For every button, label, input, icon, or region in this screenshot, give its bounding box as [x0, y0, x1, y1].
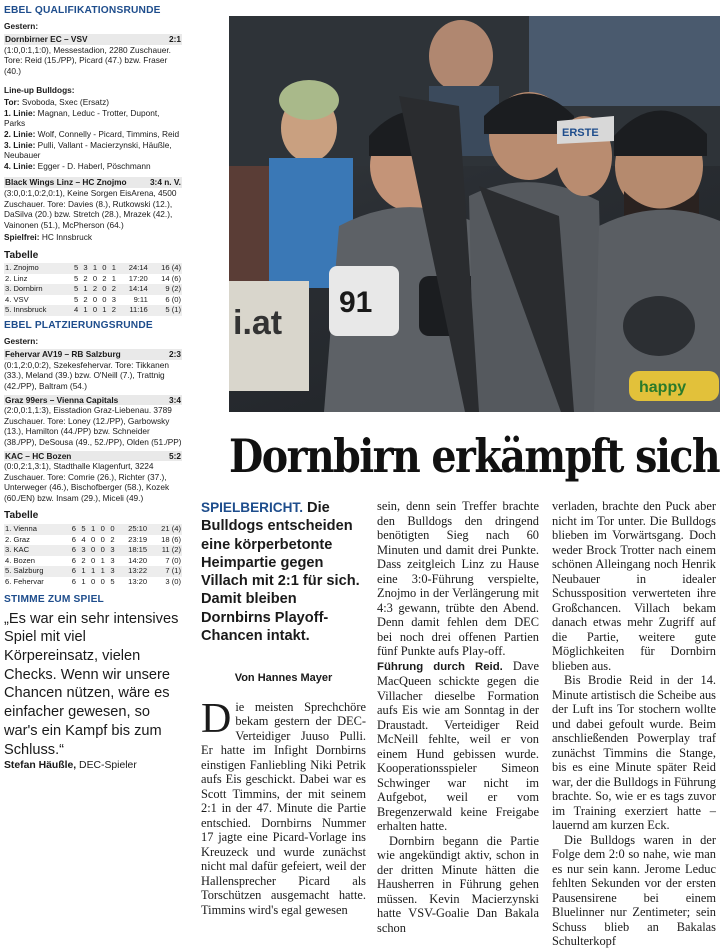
- stat-cell: 0: [91, 576, 96, 586]
- article-paragraph: verladen, brachte den Puck aber nicht im Tor unter. Die Bulldogs blieben im Vorwärtsgang. Doch weder Brock Trotter nach einem schönen Alleingang noch Henrik Neubauer in idealer Schussposition verwerteten ihre Großchancen. Villach bekam danach etwas mehr Zugriff auf die Partie, weitere gute Möglichkeiten für Dornbirn blieben aus.: [552, 499, 716, 673]
- stat-cell: 0: [96, 545, 106, 556]
- banner-text: i.at: [233, 304, 283, 342]
- stat-cell: 11 (2): [148, 545, 182, 556]
- lineup-line: [4, 97, 182, 108]
- stat-cell: 14:14: [117, 284, 149, 295]
- match-score: 3:4 n. V.: [149, 177, 181, 188]
- stat-cell: 0: [100, 534, 105, 544]
- team-name-cell: 6. Fehervar: [5, 576, 44, 586]
- stat-cell: 5: [110, 576, 115, 586]
- stat-cell: 6: [71, 555, 76, 565]
- bye-team: [4, 232, 182, 243]
- standings-row: [4, 556, 182, 567]
- lineup-players: Magnan, Leduc - Trotter, Dupont, Parks: [4, 107, 160, 129]
- team-name-cell: 3. KAC: [4, 545, 67, 556]
- match-header: [4, 34, 182, 45]
- match-teams: Dornbirner EC – VSV: [5, 34, 88, 45]
- quote-author: [4, 761, 182, 772]
- stat-cell: 14 (6): [161, 273, 181, 283]
- standings-row: [4, 577, 182, 588]
- spectator-face: [429, 20, 493, 92]
- match-teams: KAC – HC Bozen: [5, 450, 72, 461]
- stat-cell: 13:20: [128, 576, 148, 586]
- stat-cell: 25:10: [116, 524, 149, 535]
- article-paragraph: Die Bulldogs waren in der Folge dem 2:0 so nahe, wie man es nur sein kann. Jerome Leduc fehlten Sekunden vor der ersten Pausensirene bei einem Bluelinner nur Zentimeter; sein Schuss blieb an Bakalas Schulterkopf: [552, 832, 716, 948]
- stat-cell: 7 (0): [165, 555, 181, 565]
- article-lead: [201, 499, 366, 645]
- stat-cell: 4: [81, 534, 86, 544]
- stat-cell: 3: [79, 263, 88, 274]
- team-name-cell: 4. Bozen: [5, 555, 35, 565]
- standings-title: Tabelle: [4, 510, 39, 522]
- stat-cell: 0: [98, 263, 107, 274]
- stat-cell: 6 (0): [165, 294, 181, 304]
- lineup-label: 3. Linie:: [4, 139, 36, 150]
- stat-cell: 9 (2): [149, 284, 182, 295]
- photo-illustration: [229, 16, 720, 412]
- article-column: [552, 499, 716, 949]
- match-teams: Fehervar AV19 – RB Salzburg: [5, 349, 121, 360]
- stat-cell: 0: [98, 284, 107, 295]
- stat-cell: 0: [100, 576, 105, 586]
- stat-cell: 9:11: [133, 294, 148, 304]
- paragraph-text: Dave MacQueen schickte gegen die Villacher dieselbe Formation aufs Eis wie am Sonntag in der Draustadt. Verteidiger Reid McNeill fehlte, weil er von einem Hund gebissen wurde. Kooperationsspieler Simeon Schwinger war nicht im Aufgebot, weil er vom Bregenzerwald keine Freigabe erhalten hatte.: [377, 658, 540, 833]
- stat-cell: 2: [108, 284, 117, 295]
- stat-cell: 1: [111, 273, 116, 283]
- stat-cell: 0: [87, 545, 97, 556]
- article-paragraph: Bis Brodie Reid in der 14. Minute artistisch die Scheibe aus der Luft ins Tor stochern wollte und dabei gefoult wurde. Beim anschließenden Powerplay traf zunächst Timmins die Stange, bis es eine Minute später Reid war, der die Bulldogs in Führung brachte. So, wie er es tags zuvor im Training exerziert hatte – lauernd am kurzen Eck.: [552, 673, 717, 832]
- stat-cell: 3: [77, 545, 87, 556]
- results-sidebar: [0, 0, 186, 915]
- stat-cell: 17:20: [128, 273, 148, 283]
- team-name-cell: 5. Salzburg: [4, 566, 67, 577]
- lineup-players: Egger - D. Haberl, Pöschmann: [35, 160, 151, 171]
- lineup-label: 1. Linie:: [4, 107, 36, 118]
- stat-cell: 1: [100, 555, 105, 565]
- match-header: [4, 349, 182, 360]
- match-score: 2:1: [169, 34, 181, 45]
- article-paragraph: sein, denn sein Treffer brachte den Bulldogs den dringend benötigten Sieg nach 60 Minuten und damit drei Punkte. Dass zeitgleich Linz zu Hause eine 3:0-Führung verspielte, Znojmo in der Verlängerung mit 4:3 gewann, trübte den Abend. Denn damit fehlen dem DEC bei noch drei offenen Partien fünf Punkte aufs Play-off.: [377, 499, 539, 658]
- stat-cell: 6: [71, 576, 76, 586]
- stat-cell: 1: [108, 263, 117, 274]
- team-name-cell: 3. Dornbirn: [4, 284, 70, 295]
- helmet-sponsor: ERSTE: [562, 127, 599, 139]
- stat-cell: 5: [73, 294, 79, 304]
- lineup-players: Svoboda, Sxec (Ersatz): [19, 97, 109, 108]
- match-header: [4, 395, 182, 406]
- match-details: (1:0,0:1,1:0), Messestadion, 2280 Zuschauer. Tore: Reid (15./PP), Picard (47.) bzw. Fraser (40.): [4, 44, 171, 76]
- standings-row: [4, 305, 182, 316]
- jersey-sponsor: happy: [639, 379, 687, 396]
- stat-cell: 6: [67, 545, 77, 556]
- stat-cell: 5: [70, 284, 79, 295]
- stat-cell: 4: [70, 305, 79, 316]
- stat-cell: 0: [96, 524, 106, 535]
- article-column: [377, 499, 539, 935]
- stat-cell: 2: [89, 284, 98, 295]
- stat-cell: 16 (4): [149, 263, 182, 274]
- standings-title: Tabelle: [4, 249, 39, 261]
- stat-cell: 2: [83, 273, 88, 283]
- standings-row: [4, 284, 182, 295]
- match-score: 3:4: [169, 394, 181, 405]
- stat-cell: 1: [79, 284, 88, 295]
- stat-cell: 13:22: [116, 566, 149, 577]
- standings-row: [4, 535, 182, 546]
- stat-cell: 2: [108, 305, 117, 316]
- bye-team-name: HC Innsbruck: [39, 232, 93, 243]
- team-name-cell: 2. Linz: [5, 273, 28, 283]
- standings-row: [4, 566, 182, 577]
- stat-cell: 3: [110, 555, 115, 565]
- stat-cell: 21 (4): [148, 524, 182, 535]
- knit-hat: [279, 80, 339, 120]
- team-name-cell: 4. VSV: [5, 294, 29, 304]
- standings-row: [4, 274, 182, 285]
- match-teams: Black Wings Linz – HC Znojmo: [5, 177, 127, 188]
- quote-author-name: Stefan Häußle,: [4, 760, 77, 772]
- stat-cell: 6: [67, 524, 77, 535]
- match-details: (0:0,2:1,3:1), Stadthalle Klagenfurt, 3224 Zuschauer. Tore: Comrie (26.), Richter (37.), Unterweger (46.), Bischofberger (58.), Kozek (60./EN) bzw. Insam (29.), Miceli (49.): [4, 461, 170, 503]
- article-kicker: SPIELBERICHT.: [201, 500, 303, 515]
- stat-cell: 0: [89, 305, 98, 316]
- stat-cell: 0: [91, 555, 96, 565]
- team-name-cell: 5. Innsbruck: [4, 305, 70, 316]
- stat-cell: 5: [77, 524, 87, 535]
- lineup-players: Pulli, Vallant - Macierzynski, Häußle, Neubauer: [4, 139, 172, 161]
- drop-cap: D: [201, 695, 232, 742]
- article-paragraph: Dornbirn begann die Partie wie angekündigt aktiv, schon in der dritten Minute hätten die Hausherren in Führung gehen müssen. Kevin Macierzynski hatte VSV-Goalie Dan Bakala schon: [377, 833, 539, 935]
- qualification-day: Gestern:: [4, 20, 39, 31]
- lineup-line: [4, 140, 182, 161]
- stat-cell: 1: [87, 524, 97, 535]
- stat-cell: 0: [91, 534, 96, 544]
- lineup-label: Tor:: [4, 97, 20, 108]
- lineup-label: 2. Linie:: [4, 128, 36, 139]
- stat-cell: 7 (1): [148, 566, 182, 577]
- stat-cell: 5: [70, 263, 79, 274]
- placement-standings-table: [4, 524, 182, 587]
- stat-cell: 0: [92, 273, 98, 283]
- stat-cell: 14:20: [128, 555, 148, 565]
- team-celebration-photo: [229, 16, 720, 412]
- lineup-label: 4. Linie:: [4, 160, 36, 171]
- placement-day: Gestern:: [4, 335, 39, 346]
- article-subhead: Führung durch Reid.: [377, 660, 503, 673]
- stat-cell: 6: [71, 534, 76, 544]
- standings-row: [4, 524, 182, 535]
- article-column: [201, 499, 366, 917]
- team-name-cell: 1. Vienna: [4, 524, 67, 535]
- stat-cell: 2: [102, 273, 107, 283]
- stat-cell: 2: [83, 294, 88, 304]
- stat-cell: 0: [106, 524, 116, 535]
- qualification-standings-table: [4, 263, 182, 316]
- lineup-players: Wolf, Connelly - Picard, Timmins, Reid: [35, 128, 180, 139]
- lineup-title: Line-up Bulldogs:: [4, 84, 75, 95]
- quote-author-role: DEC-Spieler: [76, 760, 137, 772]
- player-right: [556, 116, 614, 196]
- match-header: [4, 177, 182, 188]
- match-score: 2:3: [169, 349, 181, 360]
- paragraph-text: ie meisten Sprechchöre bekam gestern der DEC-Verteidiger Juuso Pulli. Er hatte im Infight Dornbirns einstigen Fanliebling Niki Petrik aufs Eis geschickt. Dabei war es Scott Timmins, der mit seinem 2:1 in der 47. Minute die Partie entschied. Dornbirns Nummer 17 jagte eine Picard-Vorlage ins Kreuzeck und wurde zunächst nicht mal dafür gefeiert, weil der Hallensprecher Picard als Torschützen ausgemacht hatte. Timmins wird's egal gewesen: [201, 699, 366, 917]
- article-headline: Dornbirn erkämpft sich: [229, 429, 720, 483]
- stat-cell: 3 (0): [165, 576, 181, 586]
- article-paragraph: [201, 695, 366, 918]
- match-details: (0:1,2:0,0:2), Szekesfehervar. Tore: Tikkanen (33.), Meland (39.) bzw. O'Neill (7.), Trattnig (42./PP), Baltram (54.): [4, 359, 169, 391]
- match-header: [4, 451, 182, 462]
- stat-cell: 18:15: [116, 545, 149, 556]
- stat-cell: 1: [96, 566, 106, 577]
- lead-text: Die Bulldogs entscheiden eine körperbetonte Heimpartie gegen Villach mit 2:1 für sich. Damit bleiben Dornbirns Playoff-Chancen intakt.: [201, 500, 360, 645]
- stat-cell: 1: [87, 566, 97, 577]
- lineup-line: [4, 161, 182, 172]
- placement-heading: EBEL PLATZIERUNGSRUNDE: [4, 319, 153, 331]
- jersey-number: 91: [339, 286, 373, 319]
- stat-cell: 3: [106, 545, 116, 556]
- stat-cell: 6: [67, 566, 77, 577]
- stat-cell: 24:14: [117, 263, 149, 274]
- stat-cell: 2: [81, 555, 86, 565]
- stat-cell: 2: [110, 534, 115, 544]
- stat-cell: 1: [89, 263, 98, 274]
- stat-cell: 1: [77, 566, 87, 577]
- stat-cell: 0: [102, 294, 107, 304]
- article-byline: Von Hannes Mayer: [234, 672, 333, 685]
- stat-cell: 3: [106, 566, 116, 577]
- quote-heading: STIMME ZUM SPIEL: [4, 594, 104, 606]
- player-quote: „Es war ein sehr intensives Spiel mit viel Körpereinsatz, vielen Checks. Wenn wir unsere Chancen nützen, wäre es einfacher gewesen, so war's ein Kampf bis zum Schluss.“: [4, 610, 179, 758]
- match-details: (2:0,0:1,1:3), Eisstadion Graz-Liebenau. 3789 Zuschauer. Tore: Loney (12./PP), Garbowsky (13.), Hamilton (44./PP) bzw. Schneider (38./PP), DeSousa (49., 52./PP), Olden (51./PP): [4, 405, 182, 447]
- stat-cell: 1: [98, 305, 107, 316]
- article-paragraph: [377, 659, 539, 834]
- lineup-line: [4, 108, 182, 129]
- stat-cell: 5: [73, 273, 79, 283]
- stat-cell: 5 (1): [149, 305, 182, 316]
- stat-cell: 0: [92, 294, 98, 304]
- bulldog-logo: [623, 296, 695, 356]
- stat-cell: 3: [111, 294, 116, 304]
- standings-row: [4, 263, 182, 274]
- standings-row: [4, 295, 182, 306]
- stat-cell: 11:16: [117, 305, 149, 316]
- qualification-heading: EBEL QUALIFIKATIONSRUNDE: [4, 5, 161, 16]
- stat-cell: 1: [81, 576, 86, 586]
- lineup-line: [4, 129, 182, 140]
- team-name-cell: 2. Graz: [5, 534, 30, 544]
- match-teams: Graz 99ers – Vienna Capitals: [5, 394, 119, 405]
- stat-cell: 23:19: [128, 534, 148, 544]
- match-details: (3:0,0:1,0:2,0:1), Keine Sorgen EisArena, 4500 Zuschauer. Tore: Davies (8.), Rutkowski (12.), DaSilva (20.) bzw. Stretch (28.), Mrazek (42.), Vainonen (51.), McPherson (64.): [4, 187, 177, 230]
- stat-cell: 1: [79, 305, 88, 316]
- match-score: 5:2: [169, 450, 181, 461]
- standings-row: [4, 545, 182, 556]
- team-name-cell: 1. Znojmo: [4, 263, 70, 274]
- stat-cell: 18 (6): [161, 534, 181, 544]
- bye-label: Spielfrei:: [4, 232, 40, 243]
